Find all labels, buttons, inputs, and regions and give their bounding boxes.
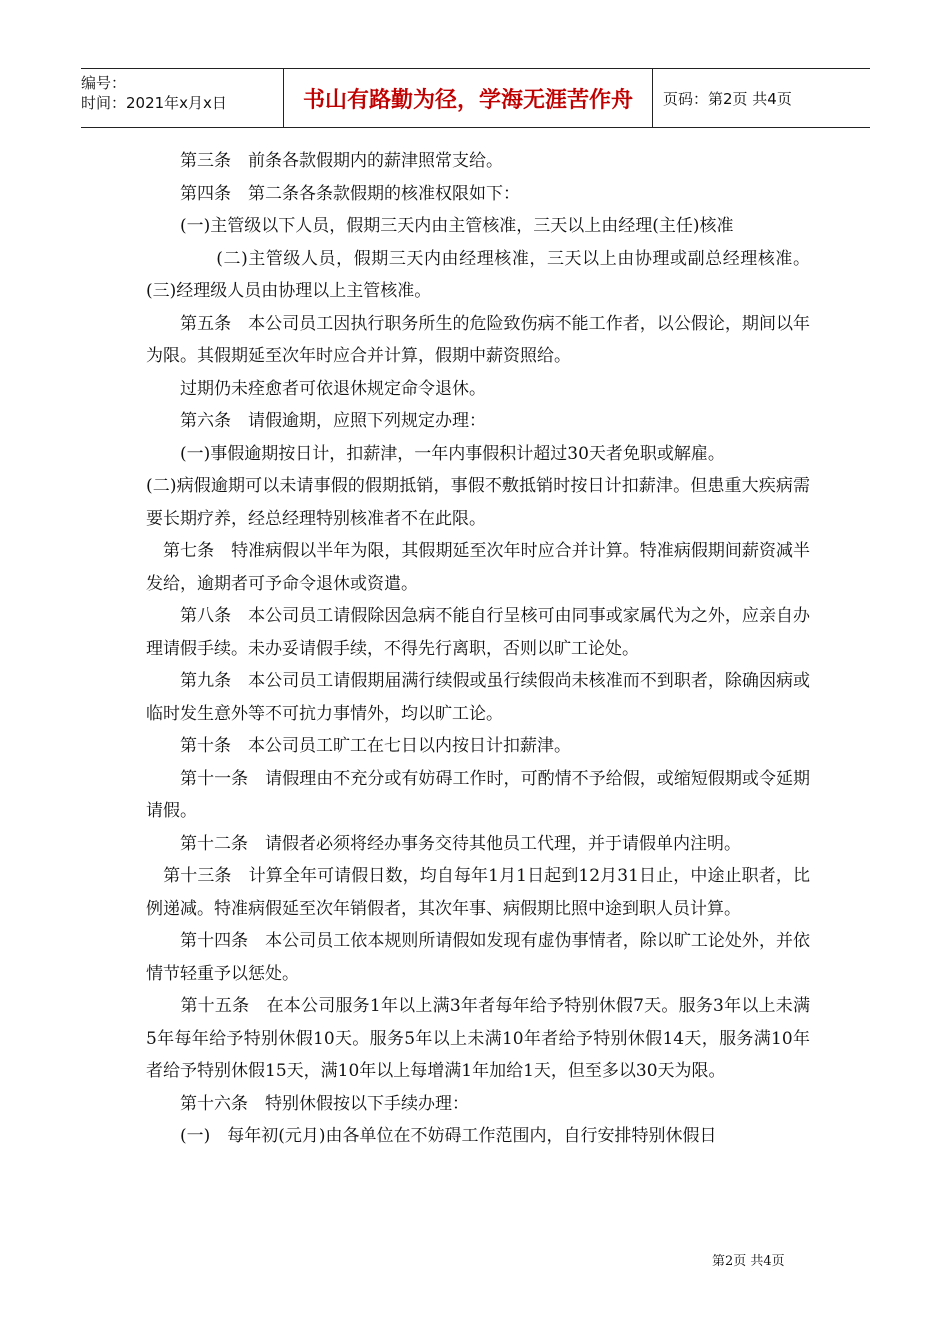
document-body [146, 145, 810, 1153]
paragraph: 第四条 第二条各条款假期的核准权限如下： [146, 183, 520, 204]
paragraph: 第十三条 计算全年可请假日数，均自每年1月1日起到12月31日止，中途止职者，比例递减。特准病假延至次年销假者，其次年事、病假期比照中途到职人员计算。 [146, 866, 810, 919]
paragraph: 第九条 本公司员工请假期届满行续假或虽行续假尚未核准而不到职者，除确因病或临时发生意外等不可抗力事情外，均以旷工论。 [146, 671, 810, 724]
paragraph: 第三条 前条各款假期内的薪津照常支给。 [146, 151, 503, 171]
header-motto: 书山有路勤为径，学海无涯苦作舟 [283, 69, 653, 127]
paragraph: 第十六条 特别休假按以下手续办理： [146, 1093, 469, 1114]
paragraph: 第五条 本公司员工因执行职务所生的危险致伤病不能工作者，以公假论，期间以年为限。其假期延至次年时应合并计算，假期中薪资照给。 [146, 313, 810, 366]
paragraph: 第十四条 本公司员工依本规则所请假如发现有虚伪事情者，除以旷工论处外，并依情节轻重予以惩处。 [146, 931, 810, 984]
paragraph: (一) 每年初(元月)由各单位在不妨碍工作范围内，自行安排特别休假日 [146, 1126, 717, 1146]
paragraph: (二)病假逾期可以未请事假的假期抵销，事假不敷抵销时按日计扣薪津。但患重大疾病需要长期疗养，经总经理特别核准者不在此限。 [146, 476, 810, 529]
document-date-label: 时间：2021年x月x日 [81, 94, 227, 112]
paragraph: 第八条 本公司员工请假除因急病不能自行呈核可由同事或家属代为之外，应亲自办理请假手续。未办妥请假手续，不得先行离职，否则以旷工论处。 [146, 606, 810, 659]
paragraph: 第十二条 请假者必须将经办事务交待其他员工代理，并于请假单内注明。 [146, 833, 741, 854]
header-left-cell [81, 69, 283, 131]
page-footer: 第2页 共4页 [712, 1254, 785, 1269]
paragraph: 过期仍未痊愈者可依退休规定命令退休。 [146, 378, 486, 399]
paragraph: (一)主管级以下人员，假期三天内由主管核准，三天以上由经理(主任)核准 [146, 216, 734, 236]
paragraph: 第十一条 请假理由不充分或有妨碍工作时，可酌情不予给假，或缩短假期或令延期请假。 [146, 768, 810, 821]
paragraph: 第十条 本公司员工旷工在七日以内按日计扣薪津。 [146, 736, 571, 756]
paragraph: (一)事假逾期按日计，扣薪津，一年内事假积计超过30天者免职或解雇。 [146, 443, 725, 464]
paragraph: 第十五条 在本公司服务1年以上满3年者每年给予特别休假7天。服务3年以上未满5年每年给予特别休假10天。服务5年以上未满10年者给予特别休假14天，服务满10年者给予特别休假15天，满10年以上每增满1年加给1天，但至多以30天为限。 [146, 996, 810, 1081]
paragraph: 第七条 特准病假以半年为限，其假期延至次年时应合并计算。特准病假期间薪资减半发给，逾期者可予命令退休或资遣。 [146, 541, 810, 594]
header-page-label: 页码：第2页 共4页 [663, 89, 792, 108]
paragraph: (二)主管级人员，假期三天内由经理核准，三天以上由协理或副总经理核准。(三)经理级人员由协理以上主管核准。 [146, 248, 810, 301]
page-header [81, 68, 870, 128]
document-number-label: 编号： [81, 74, 127, 92]
paragraph: 第六条 请假逾期，应照下列规定办理： [146, 411, 486, 431]
